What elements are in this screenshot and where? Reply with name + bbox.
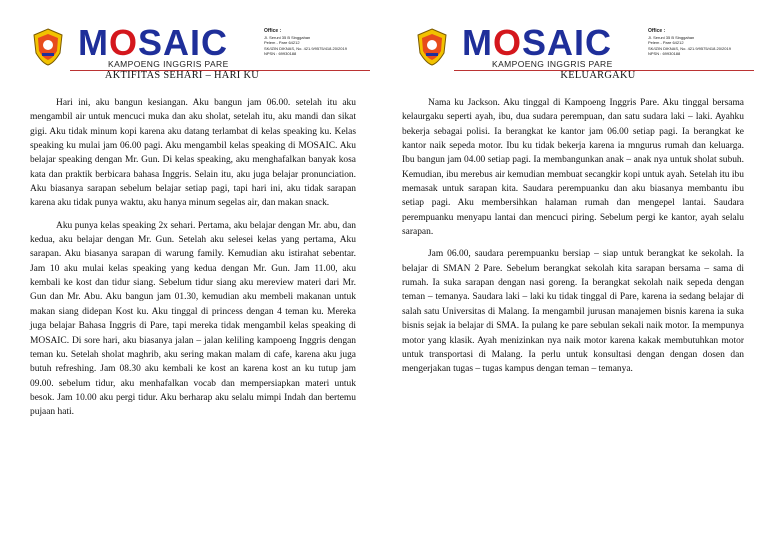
essay-body — [402, 96, 744, 385]
paragraph: Aku punya kelas speaking 2x sehari. Pertama, aku belajar dengan Mr. abu, dan kedua, aku belajar dengan Mr. Gun. Setelah aku selesei kelas yang pertama, Aku sarapan. Aku biasanya sarapan di warung family. Kemudian aku istirahat sebentar. Jam 10 aku mulai kelas speaking yang kedua dengan Mr. Gun. Jam 11.00, aku kembali ke kost dan tidur siang. Sebelum tidur siang aku mereview materi dari Mr. Gun dan Mr. Abu. Aku bangun jam 01.30, kemudian aku membeli makanan untuk makan siang didepan Kost ku. Aku tinggal di princess dengan 4 teman ku. Mereka juga belajar Bahasa Inggris di Pare, tapi mereka tidak mengambil kelas speaking di MOSAIC. Di sore hari, aku biasanya jalan – jalan keliling kampoeng Inggris dengan teman ku. Setelah sholat maghrib, aku sering makan malam di cafe, karena aku juga butuh refreshing. Jam 08.30 aku kembali ke kost an karena kost an ku tutup jam 09.00. sebelum tidur, aku menhafalkan vocab dan mempersiapkan materi untuk besok. Jam 10.00 aku pergi tidur. Aku berharap aku selalu mimpi Indah dan bertemu pujaan hati. — [30, 220, 356, 418]
logo-subtitle: KAMPOENG INGGRIS PARE — [108, 59, 229, 69]
office-line: Pelem - Pare 64212 — [264, 40, 300, 45]
logo-letter-m: M — [78, 22, 109, 63]
logo-letter-o: O — [109, 22, 139, 63]
office-line: NPSN : 69930188 — [264, 51, 297, 56]
page-title: KELUARGAKU — [560, 70, 636, 81]
office-title: Office : — [648, 28, 666, 34]
paragraph: Hari ini, aku bangun kesiangan. Aku bangun jam 06.00. setelah itu aku mengambil air untuk mencuci muka dan aku sholat, setelah itu, aku mandi dan sikat gigi. Aku tidak minum kopi karena aku datang terlambat di kelas speaking ku. Kelas speaking ku mulai jam 06.00 pagi. Aku mengambil kelas speaking di MOSAIC. Aku belajar speaking dengan Mr. Gun. Di kelas speaking, aku menghafalkan banyak kosa kata dan praktik berbicara bahasa Inggris. Selain itu, aku juga belajar pronunciation. Aku biasanya sarapan sebelum belajar setiap pagi, tapi hari ini, aku tidak sarapan karena aku tidak punya waktu, aku hanya minum segelas air, dan makan snack. — [30, 98, 356, 209]
school-emblem-icon — [30, 27, 66, 67]
essay-body — [30, 96, 356, 428]
office-line: Pelem - Pare 64212 — [648, 40, 684, 45]
office-title: Office : — [264, 28, 282, 34]
logo-letters-saic: SAIC — [522, 22, 613, 63]
office-address — [264, 29, 374, 57]
office-line: SK/IZIN DIKNAS, No. 421.9/9575/418.20/2019 — [264, 45, 347, 51]
office-line: Jl. Seruni 35 B Singgahan — [648, 34, 695, 40]
office-line: NPSN : 69930188 — [648, 51, 681, 56]
mosaic-logo — [70, 22, 292, 69]
school-emblem-icon — [414, 27, 450, 67]
paragraph: Nama ku Jackson. Aku tinggal di Kampoeng Inggris Pare. Aku tinggal bersama kelaurgaku seperti ayah, ibu, dua sudara perempuan, dan satu sudara laki – laki. Ayahku bekerja sebagai polisi. Ia berangkat ke kantor jam 06.00 setiap pagi. Ia berangkat ke kantor naik sepeda motor. Ibu ku tidak bekerja karena ia mngurus rumah dan keluarga. Ibu bangun jam 04.00 setiap pagi. Ia membangunkan anak – anak nya untuk sholat subuh. Kemudian, ibu merebus air kemudian membuat secangkir kopi untuk ayah. Setelah itu ibu memasak untuk sarapan kita. Saudara perempuanku dan aku biasanya membantu ibu setiap pagi. Aku membersihkan halaman rumah dan mengepel lantai. Saudara perempuanku menyapu lantai dan mencuci piring. Sebelum pergi ke kantor, ayah selalu sarapan. — [402, 98, 744, 238]
office-address — [648, 29, 758, 57]
logo-letter-m: M — [462, 22, 493, 63]
letterhead — [30, 22, 370, 75]
paragraph: Jam 06.00, saudara perempuanku bersiap – siap untuk berangkat ke sekolah. Ia belajar di SMAN 2 Pare. Sebelum berangkat sekolah kita sarapan bersama – sama di rumah. Ia suka sarapan dengan nasi goreng. Ia berangkat sekolah naik sepeda dengan teman – temanya. Saudara laki – laki ku tidak tinggal di Pare, karena ia sedang belajar di salah satu Universitas di Malang. Ia mengambil jurusan manajemen bisnis karena ia suka bisnis sejak ia belajar di SMA. Ia pulang ke pare sebulan sekali naik motor. Ia mempunya motor yang klasik. Ayah menizinkan nya naik motor karena kakak membutuhkan motor untuk transportasi di Malang. Ia perlu untuk konsultasi dengan dengan dosen dan mengerjakan tugas – tugas kampus dengan teman – temanya. — [402, 249, 744, 375]
logo-letters-saic: SAIC — [138, 22, 229, 63]
logo-letter-o: O — [493, 22, 523, 63]
right-page — [384, 0, 768, 543]
office-line: SK/IZIN DIKNAS, No. 421.9/9575/418.20/2019 — [648, 45, 731, 51]
office-line: Jl. Seruni 35 B Singgahan — [264, 34, 311, 40]
letterhead — [414, 22, 754, 75]
page-title: AKTIFITAS SEHARI – HARI KU — [104, 70, 260, 81]
logo-subtitle: KAMPOENG INGGRIS PARE — [492, 59, 613, 69]
mosaic-logo — [454, 22, 676, 69]
